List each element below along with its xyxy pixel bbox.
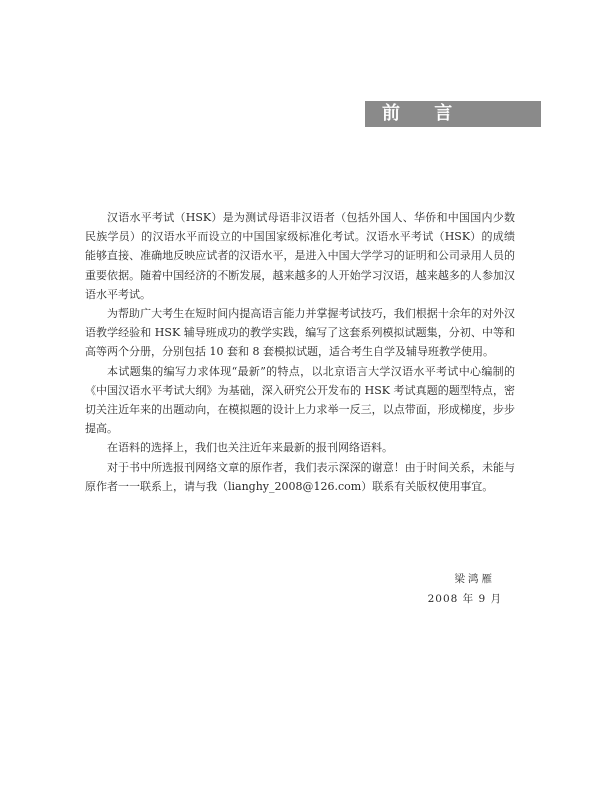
paragraph-3: 本试题集的编写力求体现“最新”的特点，以北京语言大学汉语水平考试中心编制的《中国汉语水平考试大纲》为基础，深入研究公开发布的 HSK 考试真题的题型特点，密切关注近年来的出题动向，在模拟题的设计上力求举一反三，以点带面，形成梯度，步步提高。: [85, 364, 515, 436]
preface-body: [85, 208, 515, 496]
author-signature: 梁鸿雁: [454, 573, 495, 585]
paragraph-1: 汉语水平考试（HSK）是为测试母语非汉语者（包括外国人、华侨和中国国内少数民族学员）的汉语水平而设立的中国国家级标准化考试。汉语水平考试（HSK）的成绩能够直接、准确地反映应试者的汉语水平，是进入中国大学学习的证明和公司录用人员的重要依据。随着中国经济的不断发展，越来越多的人开始学习汉语，越来越多的人参加汉语水平考试。: [85, 211, 515, 301]
page-title: 前 言: [382, 103, 467, 124]
paragraph-4: 在语料的选择上，我们也关注近年来最新的报刊网络语料。: [107, 441, 393, 455]
paragraph-5: 对于书中所选报刊网络文章的原作者，我们表示深深的谢意！由于时间关系，未能与原作者一一联系上，请与我（lianghy_2008@126.com）联系有关版权使用事宜。: [85, 460, 515, 493]
signature-date: 2008 年 9 月: [427, 593, 502, 605]
preface-title-banner: [365, 101, 541, 127]
paragraph-2: 为帮助广大考生在短时间内提高语言能力并掌握考试技巧，我们根据十余年的对外汉语教学经验和 HSK 辅导班成功的教学实践，编写了这套系列模拟试题集，分初、中等和高等两个分册，分别包括 10 套和 8 套模拟试题，适合考生自学及辅导班教学使用。: [85, 307, 515, 359]
